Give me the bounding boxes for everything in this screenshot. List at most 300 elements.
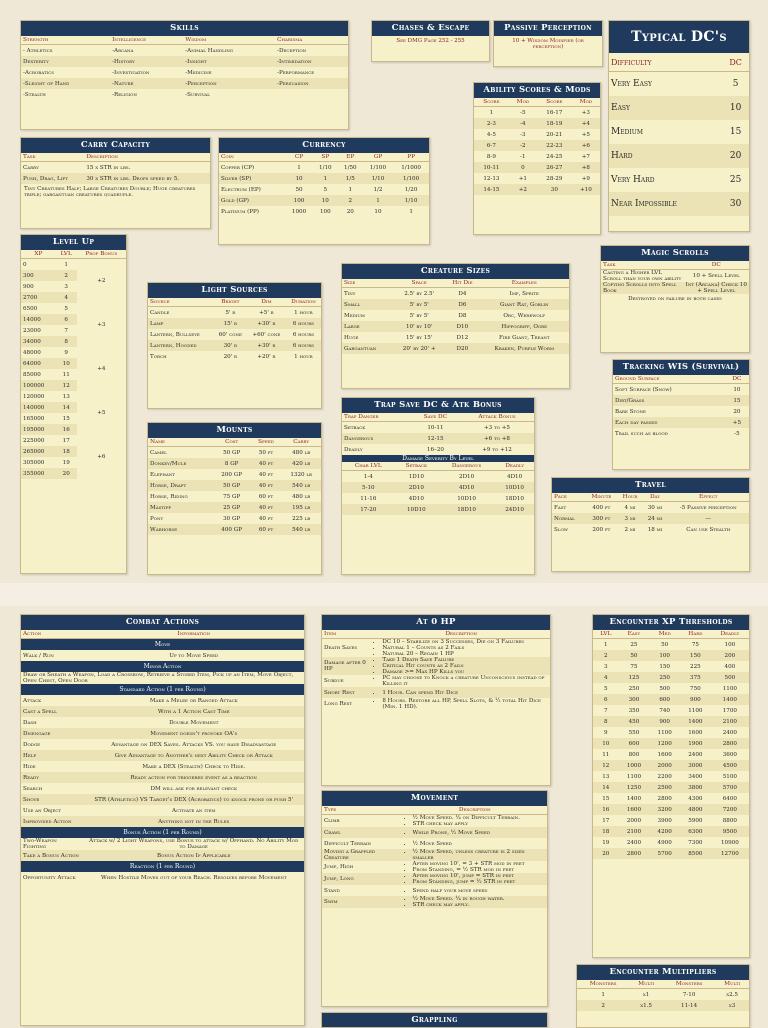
- levelup-lvl: 20: [56, 468, 77, 479]
- skills-cell: -History: [110, 56, 183, 67]
- movement-desc: [403, 885, 547, 896]
- movement-desc: [403, 873, 547, 885]
- light-row: [148, 329, 321, 340]
- xp-cell: 10900: [720, 839, 739, 846]
- sizes-cell: Giant Rat, Goblin: [480, 299, 570, 310]
- mounts-cell: 195 lb: [281, 502, 321, 513]
- levelup-lvl: 16: [56, 424, 77, 435]
- travel-cell: Can use Stealth: [686, 526, 731, 533]
- xp-cell: 2800: [657, 795, 672, 802]
- at0-desc: [372, 657, 550, 675]
- combat-action: Ready: [21, 772, 84, 783]
- light-title: Light Sources: [148, 283, 321, 298]
- light-cell: Candle: [150, 309, 170, 316]
- xp-cell: 1400: [711, 694, 749, 705]
- mounts-cell: 40 ft: [258, 515, 274, 522]
- xp-row: [593, 672, 749, 683]
- combat-info: Up to Move Speed: [169, 652, 219, 659]
- combat-row: [21, 761, 304, 772]
- skills-cell: -Nature: [110, 78, 183, 89]
- xp-cell: 1400: [626, 795, 642, 802]
- xp-cell: 2000: [649, 760, 680, 771]
- light-table: [148, 298, 321, 362]
- mounts-cell: 50 GP: [213, 480, 251, 491]
- levelup-xp: 265000: [21, 446, 56, 457]
- tracking-cell: 20: [733, 408, 741, 415]
- xp-cell: 7200: [711, 804, 749, 815]
- trap-row: [342, 444, 534, 455]
- trap-cell: 17-20: [342, 504, 395, 515]
- mounts-row: [148, 469, 321, 480]
- combat-row: [21, 838, 304, 850]
- passive-text: 10 + Wisdom Modifier (or perception): [512, 38, 584, 50]
- movement-bullet: • ½ Move Speed. ¼ on Difficult Terrain.: [413, 815, 545, 821]
- currency-cell: 10: [285, 173, 313, 184]
- movement-row: [322, 885, 547, 896]
- trap-row: [342, 482, 534, 493]
- skills-cell: -Intimidation: [275, 56, 348, 67]
- carry-table: [21, 153, 210, 184]
- levelup-xp: 165000: [23, 415, 45, 422]
- currency-cell: 1: [363, 195, 393, 206]
- combat-action: Shove: [21, 794, 84, 805]
- xp-cell: 125: [619, 672, 650, 683]
- xp-cell: 600: [649, 694, 680, 705]
- xp-row: [593, 738, 749, 749]
- xp-cell: 14: [593, 782, 619, 793]
- at0-item: Subdue: [324, 678, 344, 684]
- movement-panel: [321, 790, 548, 1007]
- mounts-cell: 30 GP: [223, 515, 241, 522]
- xp-cell: 20: [593, 848, 619, 859]
- passive-panel: [493, 20, 603, 67]
- movement-title: Movement: [322, 791, 547, 806]
- combat-action: Take a Bonus Action: [21, 850, 84, 861]
- levelup-xp: 195000: [21, 424, 56, 435]
- light-cell: 1 hour: [294, 353, 313, 360]
- mounts-cell: 420 lb: [281, 458, 321, 469]
- travel-cell: -5 Passive perception: [679, 504, 737, 511]
- combat-info: Make a Melee or Ranged Attack: [149, 697, 238, 704]
- trap-cell: 1D10: [408, 473, 424, 480]
- at0-table: [322, 630, 550, 710]
- xp-cell: 3600: [722, 751, 737, 758]
- tracking-cell: -5: [734, 430, 740, 437]
- travel-cell: 30 mi: [647, 504, 663, 511]
- combat-info: With a 1 Action Cast Time: [84, 706, 305, 717]
- currency-cell: 10: [313, 195, 338, 206]
- trap-col-header: Setback: [395, 462, 438, 471]
- at0-col-header: Description: [372, 630, 550, 639]
- currency-cell: 1: [348, 186, 353, 193]
- currency-cell: 1/20: [404, 186, 418, 193]
- combat-action: Walk / Run: [23, 652, 54, 659]
- typical-cell: Near Impossible: [609, 192, 722, 216]
- movement-bullet: • From Standing, = ½ STR mod in feet: [413, 867, 545, 873]
- xp-cell: 8500: [680, 848, 711, 859]
- levelup-xp: 140000: [21, 402, 56, 413]
- ability-cell: -2: [509, 140, 537, 151]
- sizes-cell: 15' by 15': [406, 334, 433, 341]
- levelup-xp: 100000: [21, 380, 56, 391]
- combat-action: Help: [21, 750, 84, 761]
- typical-row: [609, 72, 749, 97]
- scrolls-col-header: Task: [601, 261, 684, 270]
- travel-cell: 18 mi: [647, 526, 663, 533]
- sizes-col-header: Size: [342, 279, 393, 288]
- xp-cell: 6400: [722, 795, 737, 802]
- xp-cell: 150: [680, 650, 711, 661]
- ability-cell: 6-7: [474, 140, 509, 151]
- xp-cell: 11: [602, 751, 610, 758]
- carry-note: Tiny Creatures Half; Large Creatures Double; Huge creatures triple; gargantuan creatures quadruple.: [24, 186, 196, 198]
- xp-cell: 4: [593, 672, 619, 683]
- tracking-row: [613, 395, 749, 406]
- travel-cell: —: [667, 513, 749, 524]
- movement-row: [322, 827, 547, 838]
- sizes-cell: Kraken, Purple Worm: [480, 343, 570, 354]
- xp-cell: 7: [604, 707, 608, 714]
- mounts-table: [148, 438, 321, 535]
- mounts-row: [148, 524, 321, 535]
- xp-row: [593, 793, 749, 804]
- movement-list: [405, 815, 545, 827]
- xp-cell: 2100: [619, 826, 650, 837]
- currency-cell: 1/5: [338, 173, 363, 184]
- sizes-title: Creature Sizes: [342, 264, 569, 279]
- xp-row: [593, 771, 749, 782]
- typical-row: [609, 144, 749, 168]
- levelup-xp: 900: [23, 283, 34, 290]
- multi-col-header: Monsters: [577, 980, 629, 989]
- trap-row: [342, 504, 534, 515]
- sizes-cell: Small: [342, 299, 393, 310]
- typical-dc-title: Typical DC's: [609, 21, 749, 53]
- travel-cell: Fast: [554, 504, 567, 511]
- levelup-row: [21, 259, 126, 271]
- xp-col-header: Hard: [680, 630, 711, 639]
- ability-cell: -4: [509, 118, 537, 129]
- xp-cell: 75: [691, 641, 699, 648]
- xp-col-header: Easy: [619, 630, 650, 639]
- mounts-cell: 75 GP: [223, 493, 241, 500]
- xp-cell: 4300: [688, 795, 703, 802]
- at0-item: Damage after 0 HP: [322, 657, 372, 675]
- tracking-row: [613, 384, 749, 396]
- xp-cell: 3800: [680, 782, 711, 793]
- levelup-bonus: +6: [77, 435, 126, 479]
- multi-row: [577, 989, 749, 1001]
- xp-cell: 1100: [722, 685, 737, 692]
- trap-cell: +9 to +12: [482, 446, 512, 453]
- light-cell: Lantern, Bullseye: [150, 331, 200, 338]
- typical-col-header: Difficulty: [609, 53, 722, 72]
- xp-cell: 3200: [649, 804, 680, 815]
- combat-action: Dash: [23, 719, 37, 726]
- levelup-lvl: 14: [56, 402, 77, 413]
- mounts-cell: Camel: [150, 449, 167, 456]
- xp-cell: 300: [619, 694, 650, 705]
- xp-cell: 4500: [711, 760, 749, 771]
- movement-col-header: Description: [403, 806, 547, 815]
- mounts-row: [148, 491, 321, 502]
- movement-bullet: • While Prone, ½ Move Speed: [413, 830, 545, 836]
- xp-col-header: Med: [649, 630, 680, 639]
- sizes-cell: D4: [458, 290, 467, 297]
- typical-dc-table: [609, 53, 749, 216]
- xp-cell: 5900: [688, 817, 703, 824]
- skills-col-header: Charisma: [275, 36, 348, 45]
- skills-cell: -Medicine: [185, 69, 212, 76]
- xp-cell: 2400: [722, 729, 737, 736]
- xp-cell: 740: [659, 707, 670, 714]
- combat-row: [21, 650, 304, 661]
- levelup-lvl: 8: [56, 336, 77, 347]
- travel-col-header: Pace: [552, 493, 585, 502]
- light-col-header: Source: [148, 298, 214, 307]
- levelup-lvl: 9: [64, 349, 68, 356]
- ability-cell: 26-27: [537, 162, 572, 173]
- movement-desc: [403, 827, 547, 838]
- combat-row: [21, 850, 304, 861]
- at0-bullet: • PC may choose to Knock a creature Unconscious instead of Killing it: [382, 675, 548, 687]
- skills-cell: -Stealth: [23, 91, 46, 98]
- tracking-cell: Trail such as blood: [615, 430, 668, 437]
- movement-bullet: • STR check may apply.: [413, 902, 545, 908]
- trap-col-header: Attack Bonus: [460, 413, 534, 422]
- mounts-cell: 1320 lb: [290, 471, 312, 478]
- ability-row: [474, 129, 600, 140]
- ability-cell: 18-19: [537, 118, 572, 129]
- levelup-table: [21, 250, 126, 479]
- mounts-cell: 50 GP: [223, 449, 241, 456]
- levelup-lvl: 19: [62, 459, 70, 466]
- typical-cell: 10: [722, 96, 749, 120]
- movement-desc: [403, 838, 547, 849]
- combat-action: Use an Object: [23, 807, 62, 814]
- xp-cell: 800: [628, 751, 640, 758]
- xp-cell: 1600: [657, 751, 672, 758]
- travel-row: [552, 502, 749, 514]
- combat-action: Cast a Spell: [21, 706, 84, 717]
- xp-cell: 350: [628, 707, 640, 714]
- combat-row: [21, 695, 304, 706]
- currency-row: [219, 184, 429, 195]
- combat-section: Standard Action (1 per Round): [21, 684, 304, 695]
- xp-cell: 3000: [680, 760, 711, 771]
- mounts-row: [148, 458, 321, 469]
- ability-cell: 24-25: [546, 153, 563, 160]
- travel-title: Travel: [552, 478, 749, 493]
- at0-bullet: • Critical Hit counts as 2 Fails: [382, 663, 548, 669]
- xp-row: [593, 837, 749, 848]
- currency-cell: Gold (GP): [219, 195, 285, 206]
- sizes-cell: Imp, Sprite: [509, 290, 539, 297]
- movement-bullet: • ½ Move Speed, unless creature is 2 sizes smaller: [413, 849, 545, 861]
- levelup-lvl: 2: [56, 270, 77, 281]
- trap-cell: 5-10: [342, 482, 395, 493]
- tracking-row: [613, 417, 749, 428]
- currency-row: [219, 206, 429, 217]
- levelup-lvl: 1: [64, 261, 68, 268]
- at0-row: [322, 687, 550, 698]
- currency-cell: 100: [285, 195, 313, 206]
- currency-col-header: SP: [313, 153, 338, 162]
- mounts-col-header: Cost: [213, 438, 251, 447]
- movement-bullet: • Spend half your move speed: [413, 888, 545, 894]
- typical-row: [609, 192, 749, 216]
- xp-col-header: LVL: [593, 630, 619, 639]
- sizes-cell: Gargantuan: [342, 343, 393, 354]
- xp-cell: 2500: [649, 782, 680, 793]
- travel-row: [552, 524, 749, 535]
- typical-cell: Medium: [611, 127, 643, 137]
- currency-cell: 50: [295, 186, 303, 193]
- combat-row: [21, 794, 304, 805]
- mounts-cell: 50 ft: [258, 449, 274, 456]
- at0-list: [374, 690, 548, 696]
- tracking-col-header: Ground Surface: [613, 375, 725, 384]
- movement-list: [405, 841, 545, 847]
- movement-desc: [403, 896, 547, 908]
- xp-table: [593, 630, 749, 859]
- sizes-cell: D10: [445, 321, 479, 332]
- xp-cell: 3: [604, 663, 608, 670]
- trap-cell: 10-11: [427, 424, 444, 431]
- carry-panel: [20, 137, 211, 229]
- carry-col-header: Task: [21, 153, 84, 162]
- movement-row: [322, 873, 547, 885]
- sizes-row: [342, 332, 569, 343]
- xp-row: [593, 705, 749, 716]
- xp-cell: 375: [680, 672, 711, 683]
- multi-table: [577, 980, 749, 1011]
- typical-cell: 25: [729, 175, 742, 185]
- currency-cell: 1/10: [363, 173, 393, 184]
- currency-cell: 1: [409, 208, 413, 215]
- skills-cell: -Investigation: [112, 69, 150, 76]
- ability-row: [474, 107, 600, 119]
- ability-cell: +9: [581, 175, 590, 182]
- levelup-xp: 64000: [21, 358, 56, 369]
- skills-cell: -Animal Handling: [185, 47, 234, 54]
- combat-row: [21, 783, 304, 794]
- combat-action: Disengage: [21, 728, 84, 739]
- currency-cell: Copper (CP): [221, 164, 255, 171]
- at0-item: Long Rest: [324, 701, 353, 707]
- levelup-xp: 120000: [23, 393, 45, 400]
- multi-cell: x1: [642, 991, 650, 998]
- trap-cell: 11-16: [360, 495, 377, 502]
- movement-bullet: • STR check may apply: [413, 821, 545, 827]
- sizes-cell: Fire Giant, Treant: [498, 334, 550, 341]
- typical-cell: Easy: [609, 96, 722, 120]
- currency-cell: 2: [338, 195, 363, 206]
- tracking-table: [613, 375, 749, 439]
- travel-cell: Slow: [554, 526, 568, 533]
- mounts-cell: Pony: [150, 515, 164, 522]
- currency-panel: [218, 137, 430, 245]
- sizes-col-header: Examples: [480, 279, 570, 288]
- light-cell: Lamp: [148, 318, 214, 329]
- movement-row: [322, 849, 547, 861]
- currency-row: [219, 173, 429, 184]
- light-col-header: Bright: [214, 298, 247, 307]
- tracking-cell: Dirt/Grass: [613, 395, 725, 406]
- movement-row: [322, 896, 547, 908]
- xp-cell: 12: [593, 760, 619, 771]
- xp-cell: 17: [602, 817, 610, 824]
- skills-cell: -Persuasion: [275, 78, 348, 89]
- currency-title: Currency: [219, 138, 429, 153]
- xp-cell: 25: [630, 641, 638, 648]
- mounts-cell: 25 GP: [213, 502, 251, 513]
- at0-desc: [372, 698, 550, 710]
- grappling-title: Grappling: [322, 1013, 547, 1028]
- xp-cell: 250: [628, 685, 640, 692]
- at0-item: Short Rest: [322, 687, 372, 698]
- combat-info: Advantage on DEX Saves. Attacks VS. you have Disadvantage: [111, 741, 277, 748]
- xp-cell: 8: [593, 716, 619, 727]
- scrolls-title: Magic Scrolls: [601, 246, 749, 261]
- scrolls-cell: Int (Arcana) Check 10 + Spell Level: [684, 282, 749, 294]
- combat-info: Make a DEX (Stealth) Check to Hide.: [142, 763, 246, 770]
- levelup-xp: 0: [23, 261, 27, 268]
- travel-row: [552, 513, 749, 524]
- sizes-col-header: Hit Die: [445, 279, 479, 288]
- multi-col-header: Multi: [629, 980, 663, 989]
- xp-row: [593, 782, 749, 793]
- xp-row: [593, 716, 749, 727]
- skills-cell: [275, 89, 348, 100]
- xp-cell: 5700: [711, 782, 749, 793]
- chases-text: See DMG Page 252 - 255: [396, 38, 465, 44]
- at0-bullet: • 1 Hour. Can spend Hit Dice: [382, 690, 548, 696]
- travel-col-header: Effect: [667, 493, 749, 502]
- ability-cell: +1: [518, 175, 527, 182]
- currency-cell: 1/2: [373, 186, 383, 193]
- at0-bullet: • DC 10 – Stabilize on 3 Successes, Die on 3 Failures: [382, 639, 548, 645]
- xp-row: [593, 760, 749, 771]
- xp-cell: 4800: [680, 804, 711, 815]
- travel-cell: 2 mi: [624, 526, 636, 533]
- sizes-row: [342, 343, 569, 354]
- combat-info: Ready action for triggered event as a reaction: [84, 772, 305, 783]
- travel-cell: 200 ft: [592, 526, 611, 533]
- trap-cell: Dangerous: [342, 433, 411, 444]
- scrolls-cell: Copying Scrolls into Spell Book: [601, 282, 684, 294]
- xp-cell: 4200: [649, 826, 680, 837]
- currency-cell: 1/1000: [401, 164, 421, 171]
- levelup-lvl: 6: [56, 314, 77, 325]
- levelup-bonus: +4: [77, 347, 126, 391]
- page-divider: [0, 583, 768, 606]
- light-cell: +60' cone: [252, 331, 281, 338]
- ability-cell: 14-15: [474, 184, 509, 195]
- light-row: [148, 318, 321, 329]
- trap-row: [342, 433, 534, 444]
- travel-col-header: Hour: [617, 493, 642, 502]
- xp-cell: 200: [711, 650, 749, 661]
- skills-row: [21, 78, 348, 89]
- skills-row: [21, 45, 348, 57]
- trap-sub: Damage Severity By Level: [342, 455, 534, 462]
- xp-row: [593, 826, 749, 837]
- travel-cell: 24 mi: [643, 513, 668, 524]
- currency-col-header: CP: [285, 153, 313, 162]
- movement-item: Stand: [324, 887, 340, 894]
- trap-cell: 1-4: [363, 473, 373, 480]
